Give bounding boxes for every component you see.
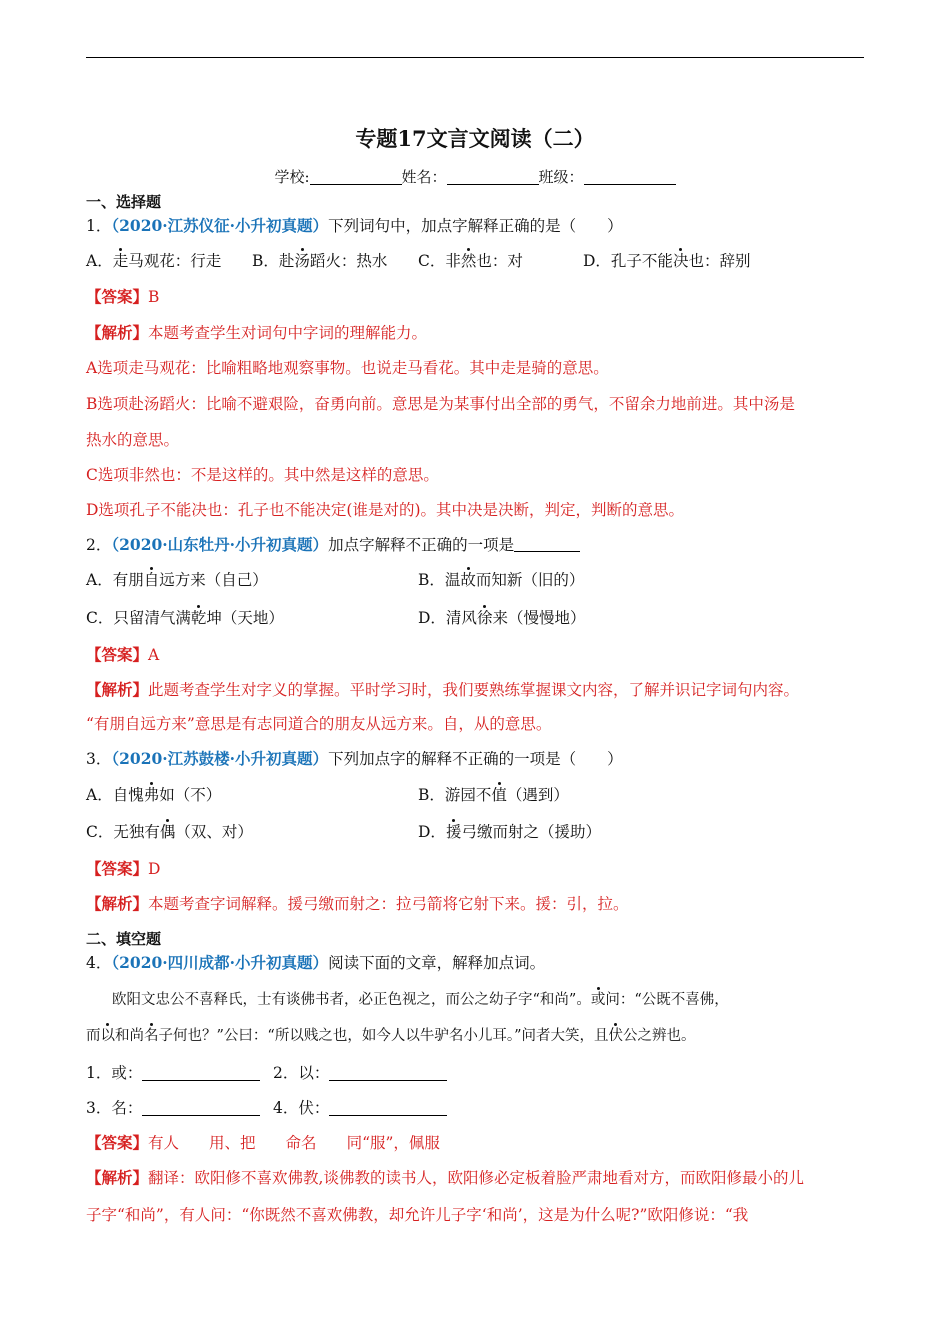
header-rule [86,57,864,58]
question-2-stem: 2．（2020·山东牡丹·小升初真题）加点字解释不正确的一项是 [86,535,580,555]
question-2-answer: 【答案】A [86,645,160,664]
blank-1[interactable] [142,1066,260,1081]
question-source: （2020·江苏仪征·小升初真题） [111,216,329,235]
name-label: 姓名： [401,168,447,186]
question-source: （2020·江苏鼓楼·小升初真题） [111,749,329,768]
section-heading-choice: 一、选择题 [86,193,162,211]
page-title: 专题17文言文阅读（二） [355,126,595,151]
analysis-line: 子字“和尚”，有人问：“你既然不喜欢佛教，却允许儿子字‘和尚’，这是为什么呢?”欧阳修说：“我 [86,1206,749,1224]
question-3-analysis: 【解析】本题考查字词解释。援弓缴而射之：拉弓箭将它射下来。援：引，拉。 [86,894,629,913]
analysis-line: B选项赴汤蹈火：比喻不避艰险，奋勇向前。意思是为某事付出全部的勇气，不留余力地前进。其中汤是 [86,395,795,413]
question-source: （2020·山东牡丹·小升初真题） [111,535,329,554]
question-4-answer: 【答案】有人 用、把 命名 同“服”，佩服 [86,1133,440,1152]
analysis-line: 热水的意思。 [86,431,180,449]
question-1-analysis: 【解析】本题考查学生对词句中字词的理解能力。 [86,323,428,342]
option-c[interactable]: C．只留清气满乾坤（天地） [86,609,284,627]
answer-blank[interactable] [514,537,580,552]
school-label: 学校: [274,168,310,186]
option-c[interactable]: C．非然也：对 [418,252,523,270]
question-1-stem: 1．（2020·江苏仪征·小升初真题）下列词句中，加点字解释正确的是（ ） [86,216,623,235]
option-d[interactable]: D．清风徐来（慢慢地） [418,609,586,627]
question-3-answer: 【答案】D [86,859,161,878]
student-info-line [0,167,950,187]
school-field[interactable] [310,170,402,185]
class-field[interactable] [584,170,676,185]
analysis-line: “有朋自远方来”意思是有志同道合的朋友从远方来。自，从的意思。 [86,715,552,733]
question-2-analysis: 【解析】此题考查学生对字义的掌握。平时学习时，我们要熟练掌握课文内容，了解并识记字词句内容。 [86,680,800,699]
option-b[interactable]: B．赴汤蹈火：热水 [252,252,388,270]
option-a[interactable]: A．自愧弗如（不） [86,786,222,804]
name-field[interactable] [447,170,539,185]
class-label: 班级： [538,168,584,186]
question-source: （2020·四川成都·小升初真题） [111,953,329,972]
option-c[interactable]: C．无独有偶（双、对） [86,823,253,841]
option-d[interactable]: D．援弓缴而射之（援助） [418,823,601,841]
question-4-stem: 4．（2020·四川成都·小升初真题）阅读下面的文章，解释加点词。 [86,953,546,972]
question-3-stem: 3．（2020·江苏鼓楼·小升初真题）下列加点字的解释不正确的一项是（ ） [86,749,623,768]
question-1-answer: 【答案】B [86,287,160,306]
option-d[interactable]: D．孔子不能决也：辞别 [583,252,751,270]
blank-3[interactable] [142,1101,260,1116]
option-a[interactable]: A．走马观花：行走 [86,252,222,270]
option-b[interactable]: B．游园不值（遇到） [418,786,569,804]
analysis-line: D选项孔子不能决也：孔子也不能决定(谁是对的)。其中决是决断，判定，判断的意思。 [86,501,685,519]
analysis-line: A选项走马观花：比喻粗略地观察事物。也说走马看花。其中走是骑的意思。 [86,359,609,377]
passage-line-1: 欧阳文忠公不喜释氏，士有谈佛书者，必正色视之，而公之幼子字“和尚”。或问：“公既不喜佛， [112,992,729,1008]
option-a[interactable]: A．有朋自远方来（自己） [86,571,268,589]
blank-2[interactable] [329,1066,447,1081]
analysis-line: C选项非然也：不是这样的。其中然是这样的意思。 [86,466,439,484]
option-b[interactable]: B．温故而知新（旧的） [418,571,585,589]
question-4-analysis: 【解析】翻译：欧阳修不喜欢佛教,谈佛教的读书人，欧阳修必定板着脸严肃地看对方，而欧阳修最小的儿 [86,1168,804,1187]
blank-4[interactable] [329,1101,447,1116]
section-heading-fill: 二、填空题 [86,930,162,948]
passage-line-2: 而以和尚名子何也？”公曰：“所以贱之也，如今人以牛驴名小儿耳。”问者大笑，且伏公之辨也。 [86,1028,696,1044]
